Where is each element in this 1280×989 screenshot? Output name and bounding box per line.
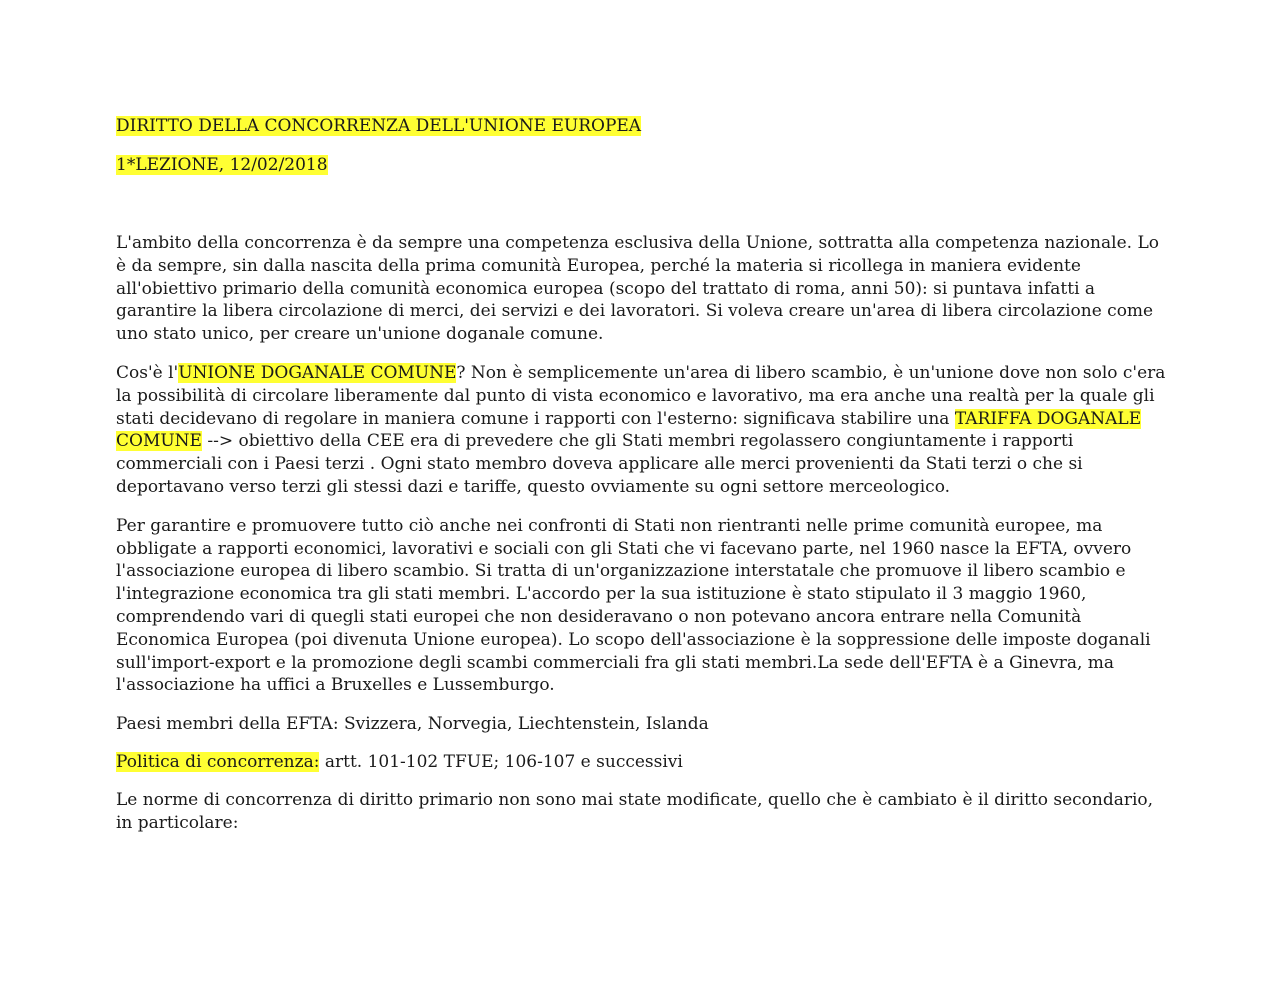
paragraph-norme: Le norme di concorrenza di diritto primario non sono mai state modificate, quello che è cambiato è il diritto secondario, in particolare: <box>116 790 1154 833</box>
unione-doganale-highlight: UNIONE DOGANALE COMUNE <box>178 362 457 383</box>
title-highlight: DIRITTO DELLA CONCORRENZA DELL'UNIONE EUROPEA <box>116 116 642 136</box>
lesson-highlight: 1*LEZIONE, 12/02/2018 <box>116 155 328 175</box>
paragraph-efta: Per garantire e promuovere tutto ciò anche nei confronti di Stati non rientranti nelle prime comunità europee, ma obbligate a rapporti economici, lavorativi e sociali con gli Stati che vi facevano parte, nel 1960 nasce la EFTA, ovvero l'associazione europea di libero scambio. Si tratta di un'organizzazione interstatale che promuove il libero scambio e l'integrazione economica tra gli stati membri. L'accordo per la sua istituzione è stato stipulato il 3 maggio 1960, comprendendo vari di quegli stati europei che non desideravano o non potevano ancora entrare nella Comunità Economica Europea (poi divenuta Unione europea). Lo scopo dell'associazione è la soppressione delle imposte doganali sull'import-export e la promozione degli scambi commerciali fra gli stati membri.La sede dell'EFTA è a Ginevra, ma l'associazione ha uffici a Bruxelles e Lussemburgo. <box>116 515 1151 696</box>
paragraph-ambito: L'ambito della concorrenza è da sempre una competenza esclusiva della Unione, sottratta alla competenza nazionale. Lo è da sempre, sin dalla nascita della prima comunità Europea, perché la materia si ricollega in maniera evidente all'obiettivo primario della comunità economica europea (scopo del trattato di roma, anni 50): si puntava infatti a garantire la libera circolazione di merci, dei servizi e dei lavoratori. Si voleva creare un'area di libera circolazione come uno stato unico, per creare un'unione doganale comune. <box>116 233 1159 345</box>
politica-text: artt. 101-102 TFUE; 106-107 e successivi <box>319 752 683 773</box>
document-title <box>116 115 1166 137</box>
p2-text-c: ? Non è semplicemente un'area di libero scambio, è un'unione dove non solo c'era la possibilità di circolare liberamente dal punto di vista economico e lavorativo, ma era anche una realtà per la quale gli stati decidevano di regolare in maniera comune i rapporti con l'esterno: significava stabilire una <box>116 362 1166 429</box>
blank-space <box>116 176 1166 232</box>
p2-text-e: --> obiettivo della CEE era di prevedere che gli Stati membri regolassero congiuntamente i rapporti commerciali con i Paesi terzi . Ogni stato membro doveva applicare alle merci provenienti da Stati terzi o che si deportavano verso terzi gli stessi dazi e tariffe, questo ovviamente su ogni settore merceologico. <box>116 431 1083 497</box>
document-page <box>116 115 1166 851</box>
paragraph-unione-doganale <box>116 362 1166 499</box>
lesson-heading <box>116 154 1166 176</box>
tariffa-doganale-highlight: TARIFFA DOGANALE COMUNE <box>116 408 1142 452</box>
paragraph-politica-concorrenza <box>116 751 1166 773</box>
politica-highlight: Politica di concorrenza: <box>116 752 320 773</box>
paragraph-paesi-membri: Paesi membri della EFTA: Svizzera, Norvegia, Liechtenstein, Islanda <box>116 714 709 735</box>
p2-text-a: Cos'è l' <box>116 362 179 383</box>
